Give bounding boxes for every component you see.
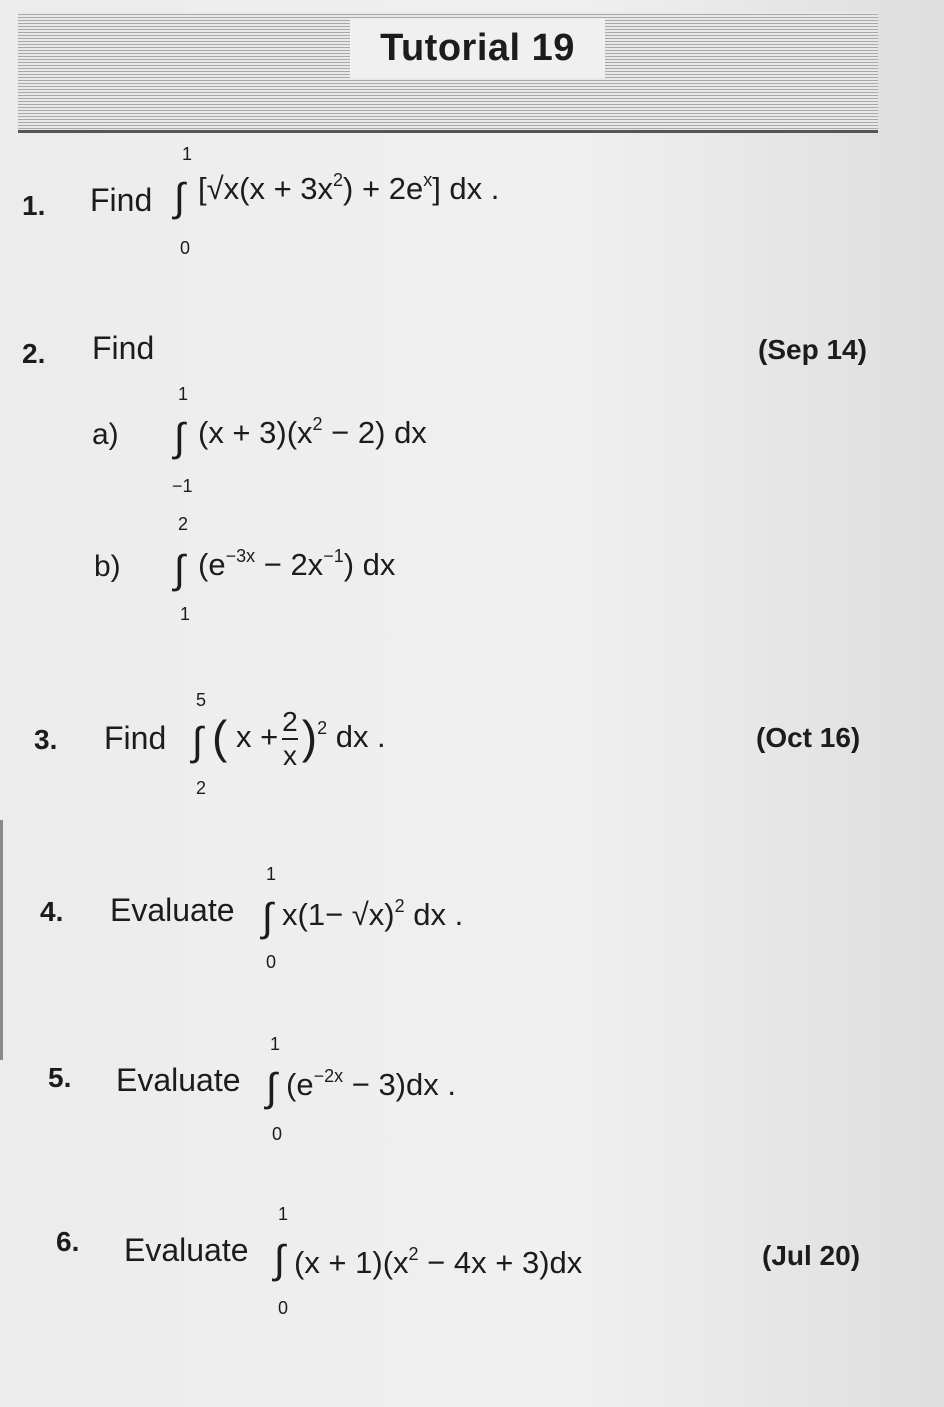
page-edge-shadow <box>0 820 3 1060</box>
page-title: Tutorial 19 <box>350 18 605 78</box>
lower-limit: 0 <box>278 1298 289 1318</box>
upper-limit: 1 <box>182 144 193 164</box>
upper-limit: 2 <box>178 514 189 534</box>
exam-date-tag: (Oct 16) <box>756 722 861 753</box>
question-number: 5. <box>48 1062 72 1093</box>
question-number: 6. <box>56 1226 80 1257</box>
exam-date-tag: (Jul 20) <box>762 1240 861 1271</box>
integrand: $(e^{-2x} - 3)dx$ . <box>286 1066 456 1102</box>
integral-sign: ∫ <box>174 548 185 592</box>
upper-limit: 1 <box>270 1034 281 1054</box>
question-verb: Find <box>104 720 167 756</box>
integral-sign: ∫ <box>266 1066 277 1110</box>
integral-sign: ∫ <box>174 416 185 460</box>
integral-sign: ∫ <box>274 1238 285 1282</box>
question-verb: Evaluate <box>116 1062 241 1098</box>
lower-limit: 0 <box>272 1124 283 1144</box>
integrand: $(x + 3)(x^2 - 2)$ dx <box>198 414 427 450</box>
exam-date-tag: (Sep 14) <box>758 334 867 365</box>
question-verb: Evaluate <box>110 892 235 928</box>
part-label: a) <box>92 418 119 451</box>
part-label: b) <box>94 550 121 583</box>
question-verb: Find <box>92 330 155 366</box>
lower-limit: 0 <box>180 238 191 258</box>
integrand: $(x + 1)(x^2 - 4x + 3)dx$ <box>294 1244 583 1280</box>
title-banner <box>18 12 878 133</box>
question-number: 2. <box>22 338 46 369</box>
upper-limit: 5 <box>196 690 207 710</box>
question-number: 4. <box>40 896 64 927</box>
question-number: 3. <box>34 724 58 755</box>
integral-sign: ∫ <box>174 176 185 220</box>
question-number: 1. <box>22 190 46 221</box>
integral-sign: ∫ <box>262 896 273 940</box>
upper-limit: 1 <box>178 384 189 404</box>
upper-limit: 1 <box>266 864 277 884</box>
integral-sign: ∫ <box>192 720 203 764</box>
lower-limit: 0 <box>266 952 277 972</box>
question-verb: Evaluate <box>124 1232 249 1268</box>
lower-limit: −1 <box>172 476 193 496</box>
lower-limit: 2 <box>196 778 207 798</box>
upper-limit: 1 <box>278 1204 289 1224</box>
integrand: $(e^{-3x} - 2x^{-1})$ dx <box>198 546 396 582</box>
lower-limit: 1 <box>180 604 191 624</box>
fraction: $\frac{2}{x}$ <box>282 706 298 771</box>
question-verb: Find <box>90 182 153 218</box>
integrand: $[√x(x + 3x^2) + 2e^x]$ dx . <box>198 170 500 206</box>
integrand: ( x + $\frac{2}{x}$ )$^2$ dx . <box>212 706 386 771</box>
integrand: $x(1- √x)^2$ dx . <box>282 896 464 932</box>
